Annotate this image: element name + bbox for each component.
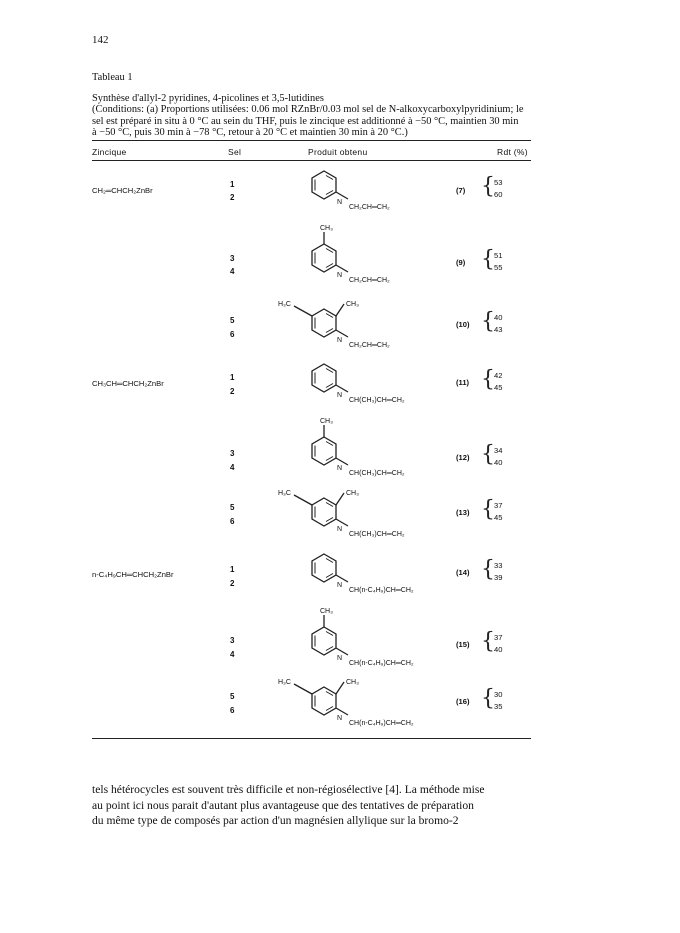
side-chain: CH(n-C₄H₉)CH═CH₂ bbox=[349, 660, 414, 667]
sel-number: 4 bbox=[230, 463, 235, 472]
yield-value: 35 bbox=[494, 702, 503, 711]
body-line: au point ici nous parait d'autant plus avantageuse que des tentatives de préparation bbox=[92, 798, 474, 812]
ring-nitrogen: N bbox=[337, 465, 343, 472]
yield-values bbox=[494, 689, 502, 713]
zincique-label: CH₂═CHCH₂ZnBr bbox=[92, 186, 153, 195]
lutidine-structure bbox=[272, 294, 452, 358]
ring-nitrogen: N bbox=[337, 715, 343, 722]
sel-number: 2 bbox=[230, 387, 235, 396]
side-chain: CH₂CH═CH₂ bbox=[349, 204, 390, 211]
sel-number: 2 bbox=[230, 193, 235, 202]
header-rule bbox=[92, 160, 531, 161]
yield-value: 53 bbox=[494, 178, 503, 187]
yield-values bbox=[494, 500, 502, 524]
yield-brace: { bbox=[481, 367, 495, 392]
yield-brace: { bbox=[481, 686, 495, 711]
sel-number: 3 bbox=[230, 254, 235, 263]
sel-number: 1 bbox=[230, 180, 235, 189]
yield-value: 45 bbox=[494, 513, 503, 522]
caption-line: Synthèse d'allyl-2 pyridines, 4-picolines et 3,5-lutidines bbox=[92, 92, 324, 104]
yield-values bbox=[494, 632, 502, 656]
sel-number: 6 bbox=[230, 330, 235, 339]
sel-number: 6 bbox=[230, 706, 235, 715]
yield-value: 39 bbox=[494, 573, 503, 582]
side-chain: CH(n-C₄H₉)CH═CH₂ bbox=[349, 587, 414, 594]
caption-line: à −50 °C, puis 30 min à −78 °C, retour à 20 °C et maintien 30 min à 20 °C.) bbox=[92, 127, 408, 139]
yield-values bbox=[494, 560, 502, 584]
lutidine-structure bbox=[272, 483, 462, 547]
table-bottom-rule bbox=[92, 738, 531, 739]
side-chain: CH(CH₃)CH═CH₂ bbox=[349, 397, 405, 404]
yield-value: 40 bbox=[494, 313, 503, 322]
body-line: du même type de composés par action d'un magnésien allylique sur la bromo-2 bbox=[92, 814, 459, 828]
sel-number: 2 bbox=[230, 579, 235, 588]
ring-methyl: CH₃ bbox=[320, 418, 333, 425]
yield-value: 55 bbox=[494, 263, 503, 272]
yield-value: 60 bbox=[494, 190, 503, 199]
body-line: tels hétérocycles est souvent très difficile et non-régiosélective [4]. La méthode mise bbox=[92, 783, 485, 796]
sel-number: 5 bbox=[230, 692, 235, 701]
ring-nitrogen: N bbox=[337, 337, 343, 344]
table-title: Tableau 1 bbox=[92, 72, 133, 83]
sel-number: 1 bbox=[230, 565, 235, 574]
sel-number: 4 bbox=[230, 650, 235, 659]
pyridine-structure bbox=[300, 163, 440, 223]
sel-number: 1 bbox=[230, 373, 235, 382]
yield-values bbox=[494, 312, 502, 336]
ring-methyl-right: CH₃ bbox=[346, 301, 359, 308]
ring-nitrogen: N bbox=[337, 272, 343, 279]
yield-value: 42 bbox=[494, 371, 503, 380]
side-chain: CH₂CH═CH₂ bbox=[349, 277, 390, 284]
zincique-label: CH₃CH═CHCH₂ZnBr bbox=[92, 379, 164, 388]
compound-number: (9) bbox=[456, 258, 466, 267]
ring-nitrogen: N bbox=[337, 392, 343, 399]
yield-brace: { bbox=[481, 629, 495, 654]
yield-value: 40 bbox=[494, 645, 503, 654]
yield-brace: { bbox=[481, 442, 495, 467]
ring-methyl-left: H₃C bbox=[278, 490, 291, 497]
compound-number: (13) bbox=[456, 508, 470, 517]
yield-value: 45 bbox=[494, 383, 503, 392]
side-chain: CH(CH₃)CH═CH₂ bbox=[349, 531, 405, 538]
yield-values bbox=[494, 250, 502, 274]
header-zincique: Zincique bbox=[92, 147, 127, 157]
yield-value: 30 bbox=[494, 690, 503, 699]
yield-values bbox=[494, 445, 502, 469]
sel-number: 5 bbox=[230, 503, 235, 512]
compound-number: (11) bbox=[456, 378, 470, 387]
ring-nitrogen: N bbox=[337, 199, 343, 206]
compound-number: (10) bbox=[456, 320, 470, 329]
table-caption bbox=[92, 72, 592, 139]
yield-value: 43 bbox=[494, 325, 503, 334]
pyridine-structure bbox=[300, 546, 470, 606]
compound-number: (15) bbox=[456, 640, 470, 649]
compound-number: (12) bbox=[456, 453, 470, 462]
compound-number: (14) bbox=[456, 568, 470, 577]
side-chain: CH(n-C₄H₉)CH═CH₂ bbox=[349, 720, 414, 727]
ring-methyl: CH₃ bbox=[320, 225, 333, 232]
caption-line: sel est préparé in situ à 0 °C au sein du THF, puis le zincique est additionné à −50 °C, maintien 30 min bbox=[92, 115, 519, 127]
yield-brace: { bbox=[481, 497, 495, 522]
zincique-label: n-C₄H₉CH═CHCH₂ZnBr bbox=[92, 570, 174, 579]
sel-number: 3 bbox=[230, 636, 235, 645]
ring-methyl-left: H₃C bbox=[278, 301, 291, 308]
header-rdt: Rdt (%) bbox=[497, 147, 528, 157]
lutidine-structure bbox=[272, 672, 462, 736]
page-number: 142 bbox=[92, 34, 109, 46]
ring-nitrogen: N bbox=[337, 526, 343, 533]
sel-number: 3 bbox=[230, 449, 235, 458]
compound-number: (7) bbox=[456, 186, 466, 195]
sel-number: 4 bbox=[230, 267, 235, 276]
picoline-structure bbox=[300, 605, 470, 675]
yield-brace: { bbox=[481, 247, 495, 272]
ring-methyl-right: CH₃ bbox=[346, 679, 359, 686]
yield-brace: { bbox=[481, 309, 495, 334]
ring-nitrogen: N bbox=[337, 655, 343, 662]
pyridine-structure bbox=[300, 356, 460, 416]
ring-methyl-right: CH₃ bbox=[346, 490, 359, 497]
yield-value: 37 bbox=[494, 633, 503, 642]
yield-values bbox=[494, 177, 502, 201]
compound-number: (16) bbox=[456, 697, 470, 706]
ring-methyl: CH₃ bbox=[320, 608, 333, 615]
sel-number: 6 bbox=[230, 517, 235, 526]
picoline-structure bbox=[300, 415, 460, 487]
yield-value: 34 bbox=[494, 446, 503, 455]
header-sel: Sel bbox=[228, 147, 242, 157]
header-produit: Produit obtenu bbox=[308, 147, 368, 157]
picoline-structure bbox=[300, 222, 450, 292]
yield-brace: { bbox=[481, 557, 495, 582]
side-chain: CH(CH₃)CH═CH₂ bbox=[349, 470, 405, 477]
table-top-rule bbox=[92, 140, 531, 141]
ring-methyl-left: H₃C bbox=[278, 679, 291, 686]
yield-value: 33 bbox=[494, 561, 503, 570]
body-paragraph bbox=[92, 782, 590, 829]
caption-line: (Conditions: (a) Proportions utilisées: 0.06 mol RZnBr/0.03 mol sel de N-alkoxycarboxylpyridinium; le bbox=[92, 104, 524, 116]
yield-values bbox=[494, 370, 502, 394]
yield-value: 37 bbox=[494, 501, 503, 510]
yield-brace: { bbox=[481, 174, 495, 199]
side-chain: CH₂CH═CH₂ bbox=[349, 342, 390, 349]
yield-value: 40 bbox=[494, 458, 503, 467]
ring-nitrogen: N bbox=[337, 582, 343, 589]
yield-value: 51 bbox=[494, 251, 503, 260]
sel-number: 5 bbox=[230, 316, 235, 325]
